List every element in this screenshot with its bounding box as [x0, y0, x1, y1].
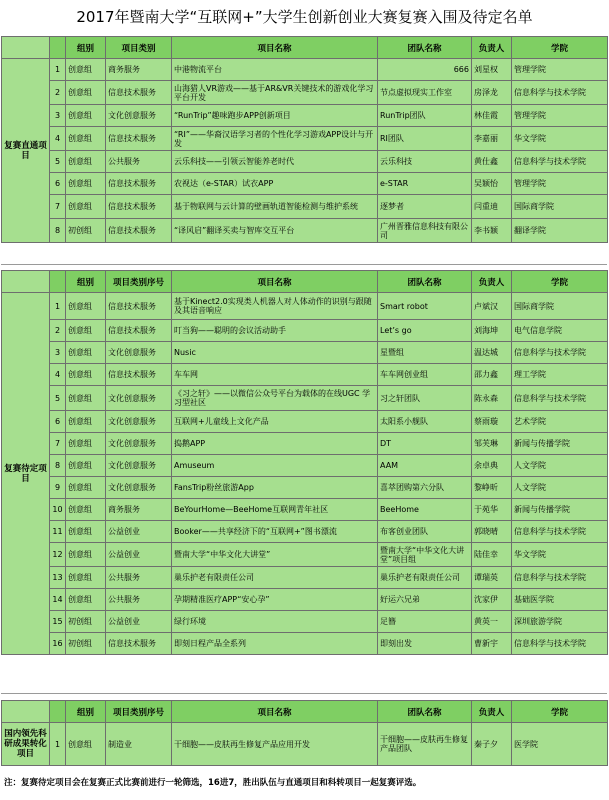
cell-group: 创意组	[66, 589, 106, 611]
cell-cat: 公益创业	[106, 521, 172, 543]
cell-group: 创意组	[66, 543, 106, 567]
cell-group: 创意组	[66, 105, 106, 127]
cell-team: 太阳系小舰队	[378, 411, 472, 433]
cell-team: 足簪	[378, 611, 472, 633]
cell-name: 绿行环境	[172, 611, 378, 633]
table-row	[2, 543, 608, 567]
header-blank	[2, 37, 50, 59]
table-row	[2, 173, 608, 195]
cell-college: 人文学院	[512, 455, 608, 477]
cell-name: “RunTrip”趣味跑步APP创新项目	[172, 105, 378, 127]
table-row	[2, 567, 608, 589]
cell-name: 基于物联网与云计算的壁画轨道智能检测与维护系统	[172, 195, 378, 219]
cell-no: 6	[50, 411, 66, 433]
cell-cat: 公益创业	[106, 611, 172, 633]
cell-no: 3	[50, 342, 66, 364]
cell-team: 车车网创业组	[378, 364, 472, 386]
cell-college: 国际商学院	[512, 195, 608, 219]
cell-college: 理工学院	[512, 364, 608, 386]
column-header: 项目名称	[172, 271, 378, 293]
cell-name: 巢乐护老有限责任公司	[172, 567, 378, 589]
column-header	[50, 37, 66, 59]
cell-group: 创意组	[66, 567, 106, 589]
cell-team: Let’s go	[378, 320, 472, 342]
cell-college: 电气信息学院	[512, 320, 608, 342]
cell-leader: 黎峥昕	[472, 477, 512, 499]
cell-name: 孕期精准医疗APP“安心孕”	[172, 589, 378, 611]
cell-group: 初创组	[66, 633, 106, 655]
cell-no: 13	[50, 567, 66, 589]
table-row	[2, 219, 608, 243]
column-header: 项目类别	[106, 37, 172, 59]
cell-leader: 黄英一	[472, 611, 512, 633]
column-header	[50, 271, 66, 293]
cell-team: e-STAR	[378, 173, 472, 195]
column-header: 项目名称	[172, 701, 378, 723]
cell-leader: 陈永森	[472, 386, 512, 411]
cell-name: 即刻日程产品全系列	[172, 633, 378, 655]
column-header: 学院	[512, 271, 608, 293]
table-row	[2, 364, 608, 386]
cell-college: 人文学院	[512, 477, 608, 499]
cell-name: “RI”——华裔汉语学习者的个性化学习游戏APP设计与开发	[172, 127, 378, 151]
cell-group: 创意组	[66, 723, 106, 766]
cell-group: 创意组	[66, 342, 106, 364]
column-header: 负责人	[472, 37, 512, 59]
cell-leader: 谭瑞英	[472, 567, 512, 589]
cell-no: 4	[50, 127, 66, 151]
column-header: 组别	[66, 271, 106, 293]
cell-leader: 黄仕鑫	[472, 151, 512, 173]
cell-team: 云乐科技	[378, 151, 472, 173]
table-row	[2, 521, 608, 543]
table-row	[2, 411, 608, 433]
cell-group: 创意组	[66, 477, 106, 499]
cell-cat: 信息技术服务	[106, 633, 172, 655]
table-research	[1, 700, 608, 766]
column-header: 学院	[512, 701, 608, 723]
cell-leader: 刘星权	[472, 59, 512, 81]
cell-cat: 商务服务	[106, 59, 172, 81]
cell-leader: 卢斌汉	[472, 293, 512, 320]
section-label: 国内领先科研成果转化项目	[2, 723, 50, 766]
cell-group: 创意组	[66, 127, 106, 151]
cell-name: 农视达（e-STAR）试衣APP	[172, 173, 378, 195]
table-row	[2, 386, 608, 411]
cell-name: “译风启”翻译买卖与智库交互平台	[172, 219, 378, 243]
cell-cat: 制造业	[106, 723, 172, 766]
cell-name: 基于Kinect2.0实现类人机器人对人体动作的识别与跟随及其语音响应	[172, 293, 378, 320]
cell-name: Nusic	[172, 342, 378, 364]
cell-name: FansTrip粉丝旅游App	[172, 477, 378, 499]
cell-cat: 信息技术服务	[106, 364, 172, 386]
header-blank	[2, 271, 50, 293]
cell-name: 干细胞——皮肤再生修复产品应用开发	[172, 723, 378, 766]
cell-group: 创意组	[66, 320, 106, 342]
cell-group: 创意组	[66, 499, 106, 521]
cell-group: 创意组	[66, 455, 106, 477]
cell-leader: 李嘉丽	[472, 127, 512, 151]
cell-name: 云乐科技——引领云智能养老时代	[172, 151, 378, 173]
column-header: 团队名称	[378, 271, 472, 293]
cell-team: 习之轩团队	[378, 386, 472, 411]
cell-no: 4	[50, 364, 66, 386]
cell-leader: 李书颖	[472, 219, 512, 243]
cell-no: 6	[50, 173, 66, 195]
cell-name: BeYourHome—BeeHome互联网青年社区	[172, 499, 378, 521]
table-row	[2, 195, 608, 219]
cell-leader: 房泽龙	[472, 81, 512, 105]
cell-no: 5	[50, 151, 66, 173]
cell-college: 新闻与传播学院	[512, 433, 608, 455]
cell-no: 5	[50, 386, 66, 411]
cell-college: 信息科学与技术学院	[512, 567, 608, 589]
column-header: 项目类别序号	[106, 271, 172, 293]
cell-no: 1	[50, 59, 66, 81]
cell-group: 创意组	[66, 521, 106, 543]
table-row	[2, 127, 608, 151]
cell-team: 巢乐护老有限责任公司	[378, 567, 472, 589]
cell-name: Amuseum	[172, 455, 378, 477]
cell-college: 医学院	[512, 723, 608, 766]
cell-leader: 邹芙琳	[472, 433, 512, 455]
column-header: 项目类别序号	[106, 701, 172, 723]
column-header: 负责人	[472, 271, 512, 293]
cell-group: 创意组	[66, 195, 106, 219]
cell-college: 新闻与传播学院	[512, 499, 608, 521]
cell-name: 山海猎人VR游戏——基于AR&VR关键技术的游戏化学习平台开发	[172, 81, 378, 105]
cell-team: 布客创业团队	[378, 521, 472, 543]
table-row	[2, 433, 608, 455]
cell-cat: 信息技术服务	[106, 320, 172, 342]
cell-college: 信息科学与技术学院	[512, 342, 608, 364]
cell-no: 15	[50, 611, 66, 633]
cell-college: 华文学院	[512, 543, 608, 567]
cell-college: 管理学院	[512, 105, 608, 127]
cell-group: 初创组	[66, 611, 106, 633]
cell-cat: 文化创意服务	[106, 433, 172, 455]
cell-no: 12	[50, 543, 66, 567]
cell-college: 基础医学院	[512, 589, 608, 611]
cell-cat: 公共服务	[106, 151, 172, 173]
cell-leader: 蔡雨璇	[472, 411, 512, 433]
cell-leader: 于苑华	[472, 499, 512, 521]
cell-team: 广州晋雅信息科技有限公司	[378, 219, 472, 243]
cell-cat: 商务服务	[106, 499, 172, 521]
cell-cat: 公共服务	[106, 589, 172, 611]
cell-college: 信息科学与技术学院	[512, 151, 608, 173]
table-row	[2, 342, 608, 364]
cell-team: 好运六兄弟	[378, 589, 472, 611]
table-row	[2, 589, 608, 611]
cell-cat: 公益创业	[106, 543, 172, 567]
cell-name: 捣鹅APP	[172, 433, 378, 455]
cell-cat: 文化创意服务	[106, 477, 172, 499]
cell-team: 节点虚拟现实工作室	[378, 81, 472, 105]
cell-college: 信息科学与技术学院	[512, 521, 608, 543]
cell-leader: 林佳霞	[472, 105, 512, 127]
table-row	[2, 611, 608, 633]
cell-leader: 刘海坤	[472, 320, 512, 342]
cell-team: Smart robot	[378, 293, 472, 320]
column-header: 团队名称	[378, 37, 472, 59]
cell-leader: 曹新宇	[472, 633, 512, 655]
cell-team: 星暨组	[378, 342, 472, 364]
cell-no: 16	[50, 633, 66, 655]
table-pending	[1, 270, 608, 655]
cell-no: 8	[50, 455, 66, 477]
column-header: 组别	[66, 701, 106, 723]
cell-cat: 信息技术服务	[106, 195, 172, 219]
cell-name: 暨南大学“中华文化大讲堂”	[172, 543, 378, 567]
column-header: 学院	[512, 37, 608, 59]
cell-college: 华文学院	[512, 127, 608, 151]
cell-cat: 公共服务	[106, 567, 172, 589]
cell-team: 喜萃团购第六分队	[378, 477, 472, 499]
table-row	[2, 151, 608, 173]
cell-no: 2	[50, 81, 66, 105]
cell-no: 14	[50, 589, 66, 611]
cell-group: 创意组	[66, 81, 106, 105]
cell-cat: 信息技术服务	[106, 293, 172, 320]
cell-no: 8	[50, 219, 66, 243]
table-direct	[1, 36, 608, 243]
cell-college: 信息科学与技术学院	[512, 81, 608, 105]
cell-team: AAM	[378, 455, 472, 477]
cell-leader: 沈家伊	[472, 589, 512, 611]
cell-leader: 郭晓晴	[472, 521, 512, 543]
cell-cat: 信息技术服务	[106, 81, 172, 105]
table-row	[2, 723, 608, 766]
cell-college: 国际商学院	[512, 293, 608, 320]
cell-no: 1	[50, 293, 66, 320]
cell-team: RI团队	[378, 127, 472, 151]
cell-team: 干细胞——皮肤再生修复产品团队	[378, 723, 472, 766]
cell-name: 《习之轩》——以微信公众号平台为载体的在线UGC 学习型社区	[172, 386, 378, 411]
cell-group: 创意组	[66, 173, 106, 195]
cell-group: 创意组	[66, 364, 106, 386]
cell-college: 翻译学院	[512, 219, 608, 243]
cell-cat: 文化创意服务	[106, 342, 172, 364]
table-row	[2, 633, 608, 655]
cell-group: 创意组	[66, 411, 106, 433]
cell-leader: 温达城	[472, 342, 512, 364]
cell-no: 7	[50, 195, 66, 219]
cell-name: 叮当狗——聪明的会议活动助手	[172, 320, 378, 342]
column-header: 项目名称	[172, 37, 378, 59]
cell-team: 暨南大学“中华文化大讲堂”项目组	[378, 543, 472, 567]
cell-name: 中港物流平台	[172, 59, 378, 81]
cell-cat: 信息技术服务	[106, 219, 172, 243]
cell-name: 互联网+儿童线上文化产品	[172, 411, 378, 433]
cell-college: 信息科学与技术学院	[512, 633, 608, 655]
page-title: 2017年暨南大学“互联网+”大学生创新创业大赛复赛入围及待定名单	[76, 8, 533, 26]
column-header: 组别	[66, 37, 106, 59]
cell-group: 创意组	[66, 151, 106, 173]
cell-team: RunTrip团队	[378, 105, 472, 127]
table-row	[2, 81, 608, 105]
cell-no: 3	[50, 105, 66, 127]
cell-college: 管理学院	[512, 59, 608, 81]
table-row	[2, 293, 608, 320]
header-blank	[2, 701, 50, 723]
cell-college: 信息科学与技术学院	[512, 386, 608, 411]
table-row	[2, 477, 608, 499]
cell-cat: 文化创意服务	[106, 411, 172, 433]
cell-leader: 余卓典	[472, 455, 512, 477]
column-header: 团队名称	[378, 701, 472, 723]
cell-team: 即刻出发	[378, 633, 472, 655]
cell-team: DT	[378, 433, 472, 455]
section-label: 复赛直通项目	[2, 59, 50, 243]
cell-leader: 闫重迪	[472, 195, 512, 219]
table-row	[2, 105, 608, 127]
table-row	[2, 455, 608, 477]
footnote: 注：复赛待定项目会在复赛正式比赛前进行一轮筛选，16进7，胜出队伍与直通项目和科转项目一起复赛评选。	[4, 778, 422, 788]
cell-no: 1	[50, 723, 66, 766]
cell-no: 7	[50, 433, 66, 455]
cell-no: 10	[50, 499, 66, 521]
table-row	[2, 320, 608, 342]
cell-college: 管理学院	[512, 173, 608, 195]
section-label: 复赛待定项目	[2, 293, 50, 655]
cell-team: 666	[378, 59, 472, 81]
cell-cat: 文化创意服务	[106, 105, 172, 127]
column-header: 负责人	[472, 701, 512, 723]
cell-no: 11	[50, 521, 66, 543]
cell-team: 逐梦者	[378, 195, 472, 219]
cell-group: 创意组	[66, 293, 106, 320]
cell-cat: 文化创意服务	[106, 455, 172, 477]
cell-group: 创意组	[66, 433, 106, 455]
column-header	[50, 701, 66, 723]
cell-name: 车车网	[172, 364, 378, 386]
cell-leader: 邵力鑫	[472, 364, 512, 386]
cell-group: 创意组	[66, 386, 106, 411]
cell-leader: 秦子夕	[472, 723, 512, 766]
table-row	[2, 59, 608, 81]
cell-team: BeeHome	[378, 499, 472, 521]
cell-no: 2	[50, 320, 66, 342]
cell-college: 深圳旅游学院	[512, 611, 608, 633]
cell-college: 艺术学院	[512, 411, 608, 433]
cell-group: 创意组	[66, 59, 106, 81]
cell-leader: 吴颖怡	[472, 173, 512, 195]
cell-cat: 文化创意服务	[106, 386, 172, 411]
cell-cat: 信息技术服务	[106, 127, 172, 151]
cell-no: 9	[50, 477, 66, 499]
cell-group: 初创组	[66, 219, 106, 243]
cell-name: Booker——共享经济下的“互联网+”图书漂流	[172, 521, 378, 543]
table-row	[2, 499, 608, 521]
cell-leader: 陆佳幸	[472, 543, 512, 567]
cell-cat: 信息技术服务	[106, 173, 172, 195]
